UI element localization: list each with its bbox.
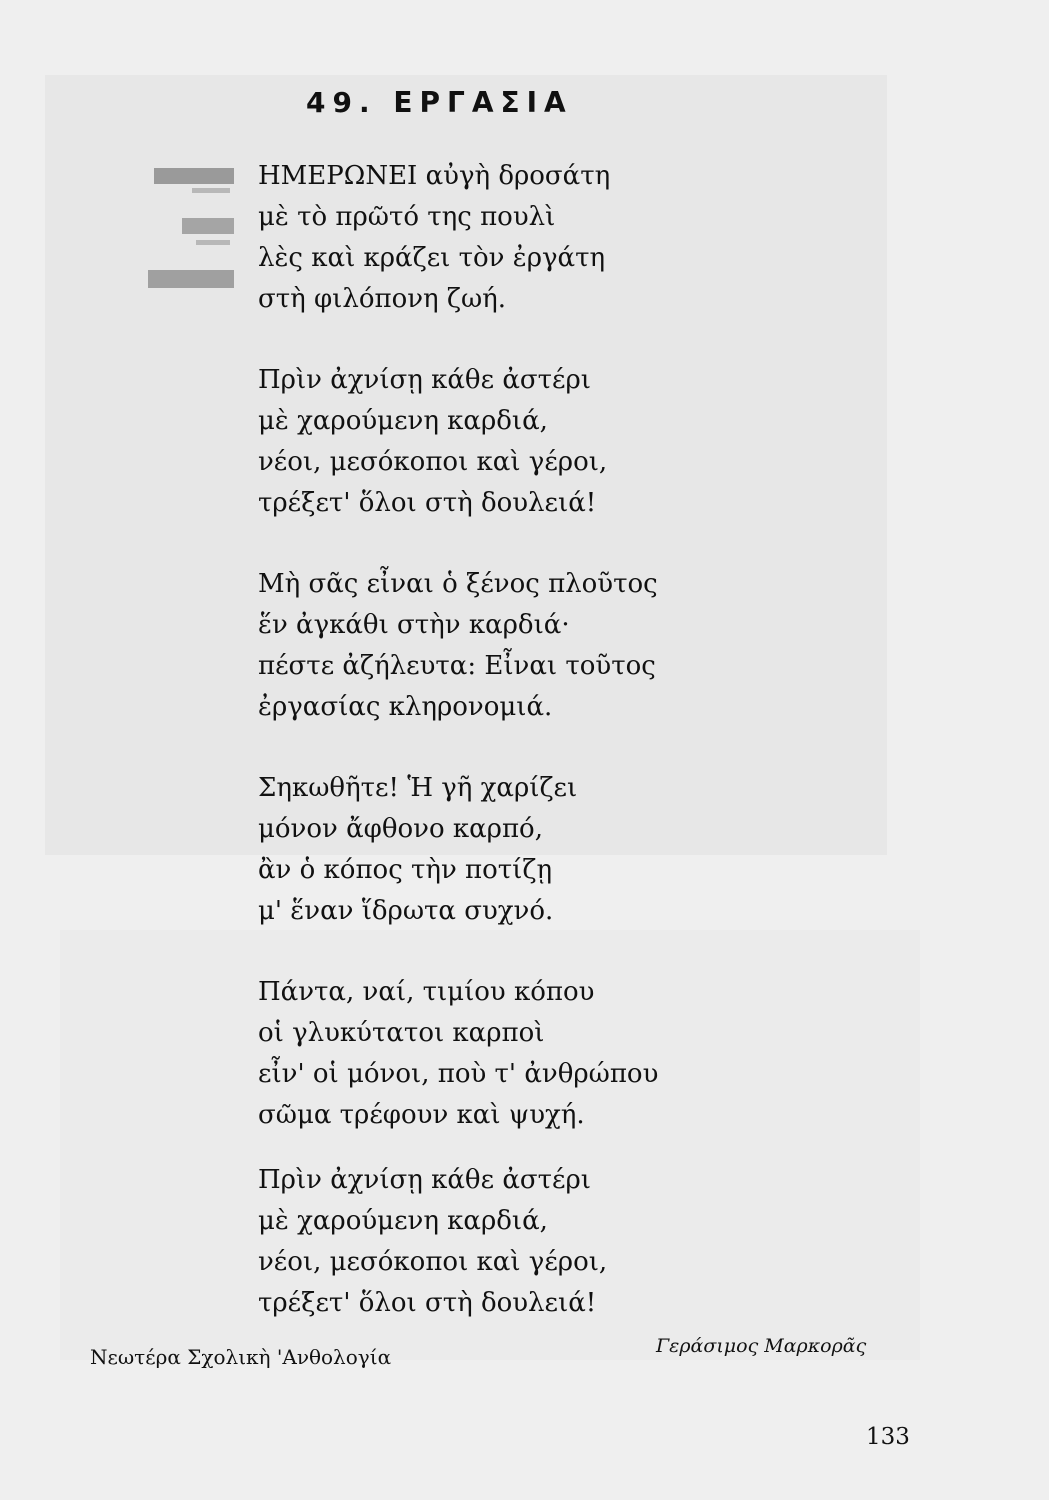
author-credit: Γεράσιμος Μαρκορᾶς bbox=[656, 1335, 867, 1357]
poem-line: σῶμα τρέφουν καὶ ψυχή. bbox=[258, 1100, 585, 1130]
poem-line: Πρὶν ἀχνίσῃ κάθε ἀστέρι bbox=[258, 365, 591, 395]
poem-line: πέστε ἀζήλευτα: Εἶναι τοῦτος bbox=[258, 651, 656, 681]
poem-line: ἕν ἀγκάθι στὴν καρδιά· bbox=[258, 610, 570, 640]
poem-line: Μὴ σᾶς εἶναι ὁ ξένος πλοῦτος bbox=[258, 569, 658, 599]
stanza-1 bbox=[258, 156, 908, 320]
striped-initial-ornament-icon bbox=[142, 158, 234, 298]
poem-line: ΗΜΕΡΩΝΕΙ αὐγὴ δροσάτη bbox=[258, 161, 611, 191]
poem-line: μόνον ἄφθονο καρπό, bbox=[258, 814, 543, 844]
poem-line: μὲ τὸ πρῶτό της πουλὶ bbox=[258, 202, 556, 232]
poem-line: νέοι, μεσόκοποι καὶ γέροι, bbox=[258, 447, 608, 477]
poem-line: μ' ἕναν ἵδρωτα συχνό. bbox=[258, 896, 554, 926]
stanza-2 bbox=[258, 360, 908, 524]
poem-line: μὲ χαρούμενη καρδιά, bbox=[258, 1206, 548, 1236]
poem-line: μὲ χαρούμενη καρδιά, bbox=[258, 406, 548, 436]
poem-line: ἐργασίας κληρονομιά. bbox=[258, 692, 553, 722]
poem-line: λὲς καὶ κράζει τὸν ἐργάτη bbox=[258, 243, 606, 273]
stanza-5 bbox=[258, 972, 908, 1136]
stanza-4 bbox=[258, 768, 908, 932]
source-credit: Νεωτέρα Σχολικὴ 'Ανθολογία bbox=[90, 1345, 392, 1369]
poem-line: Σηκωθῆτε! Ἡ γῆ χαρίζει bbox=[258, 773, 578, 803]
stanza-3 bbox=[258, 564, 908, 728]
page-number: 133 bbox=[866, 1424, 910, 1450]
poem-line: Πάντα, ναί, τιμίου κόπου bbox=[258, 977, 595, 1007]
stanza-6 bbox=[258, 1160, 908, 1324]
poem-line: νέοι, μεσόκοποι καὶ γέροι, bbox=[258, 1247, 608, 1277]
poem-title: 49. ΕΡΓΑΣΙΑ bbox=[306, 86, 573, 119]
poem-line: τρέξετ' ὅλοι στὴ δουλειά! bbox=[258, 1288, 597, 1318]
poem-body bbox=[258, 156, 908, 1324]
poem-line: Πρὶν ἀχνίσῃ κάθε ἀστέρι bbox=[258, 1165, 591, 1195]
poem-line: ἂν ὁ κόπος τὴν ποτίζῃ bbox=[258, 855, 553, 885]
poem-line: τρέξετ' ὅλοι στὴ δουλειά! bbox=[258, 488, 597, 518]
poem-line: εἶν' οἱ μόνοι, ποὺ τ' ἀνθρώπου bbox=[258, 1059, 659, 1089]
poem-line: οἱ γλυκύτατοι καρποὶ bbox=[258, 1018, 545, 1048]
poem-line: στὴ φιλόπονη ζωή. bbox=[258, 284, 507, 314]
